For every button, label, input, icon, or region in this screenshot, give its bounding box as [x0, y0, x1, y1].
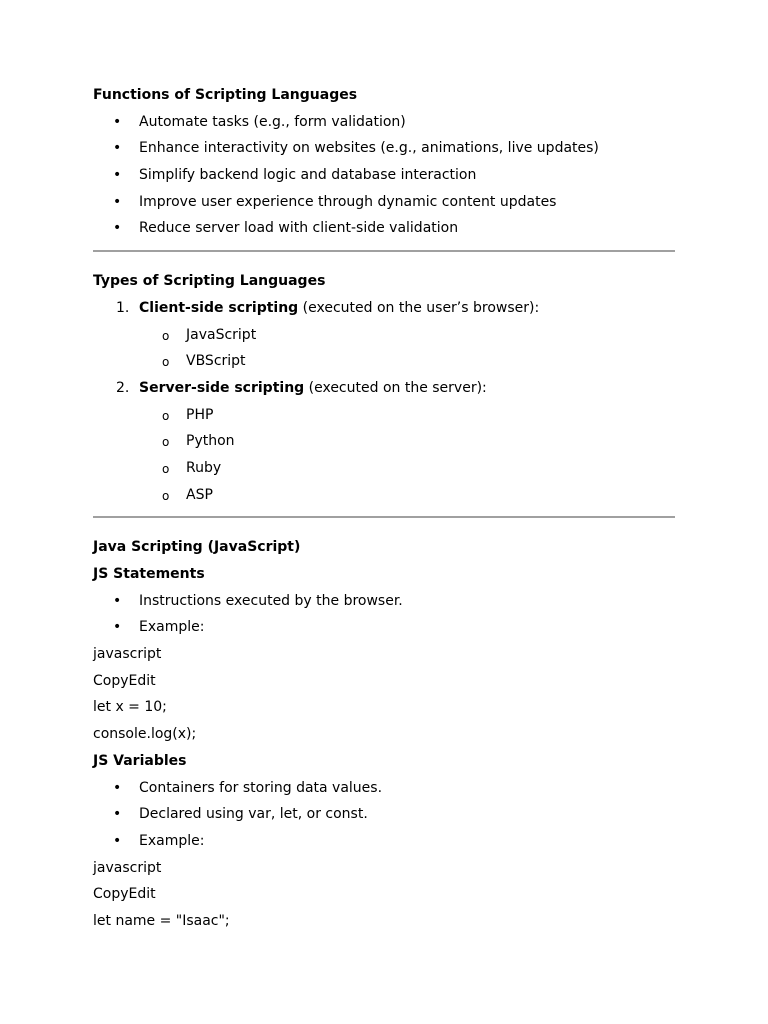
code-language-label: javascript [93, 859, 162, 876]
sub-list-item: o Python [93, 430, 675, 457]
bullet-marker: • [113, 806, 122, 823]
sub-bullet-marker: o [162, 461, 170, 476]
sub-list-item: o ASP [93, 484, 675, 511]
types-heading: Types of Scripting Languages [93, 273, 326, 290]
code-language-label: javascript [93, 646, 162, 663]
numbered-item-client: 1. Client-side scripting (executed on the user’s browser): [93, 297, 675, 324]
sub-list-item: o VBScript [93, 350, 675, 377]
bullet-marker: • [113, 779, 122, 796]
number-marker: 1. [116, 299, 130, 316]
bullet-marker: • [113, 832, 122, 849]
copy-edit-label: CopyEdit [93, 672, 156, 689]
bullet-marker: • [113, 167, 122, 184]
sub-bullet-marker: o [162, 488, 170, 503]
list-item: • Improve user experience through dynamic content updates [93, 191, 675, 218]
sub-bullet-marker: o [162, 408, 170, 423]
code-line: let name = "Isaac"; [93, 912, 230, 929]
sub-bullet-marker: o [162, 355, 170, 370]
list-item: • Instructions executed by the browser. [93, 590, 675, 617]
statements-heading: JS Statements [93, 566, 205, 582]
list-item: • Example: [93, 830, 675, 857]
sub-bullet-marker: o [162, 328, 170, 343]
list-item: • Reduce server load with client-side validation [93, 217, 675, 244]
bullet-marker: • [113, 113, 122, 130]
bullet-marker: • [113, 193, 122, 210]
list-item: • Simplify backend logic and database interaction [93, 164, 675, 191]
bullet-marker: • [113, 140, 122, 157]
list-item: • Containers for storing data values. [93, 777, 675, 804]
bullet-marker: • [113, 592, 122, 609]
code-line: console.log(x); [93, 726, 197, 743]
sub-list-item: o JavaScript [93, 324, 675, 351]
numbered-item-server: 2. Server-side scripting (executed on the server): [93, 377, 675, 404]
javascript-heading: Java Scripting (JavaScript) [93, 539, 301, 556]
code-line: let x = 10; [93, 699, 167, 716]
horizontal-rule [93, 516, 675, 518]
functions-heading: Functions of Scripting Languages [93, 87, 358, 103]
list-item: • Example: [93, 616, 675, 643]
copy-edit-label: CopyEdit [93, 886, 156, 903]
sub-list-item: o Ruby [93, 457, 675, 484]
bullet-marker: • [113, 220, 122, 237]
document-page [93, 84, 675, 937]
number-marker: 2. [116, 379, 130, 396]
sub-list-item: o PHP [93, 404, 675, 431]
horizontal-rule [93, 250, 675, 252]
sub-bullet-marker: o [162, 435, 170, 450]
bullet-marker: • [113, 619, 122, 636]
list-item: • Enhance interactivity on websites (e.g., animations, live updates) [93, 137, 675, 164]
variables-heading: JS Variables [93, 752, 187, 769]
list-item: • Automate tasks (e.g., form validation) [93, 111, 675, 138]
list-item: • Declared using var, let, or const. [93, 803, 675, 830]
